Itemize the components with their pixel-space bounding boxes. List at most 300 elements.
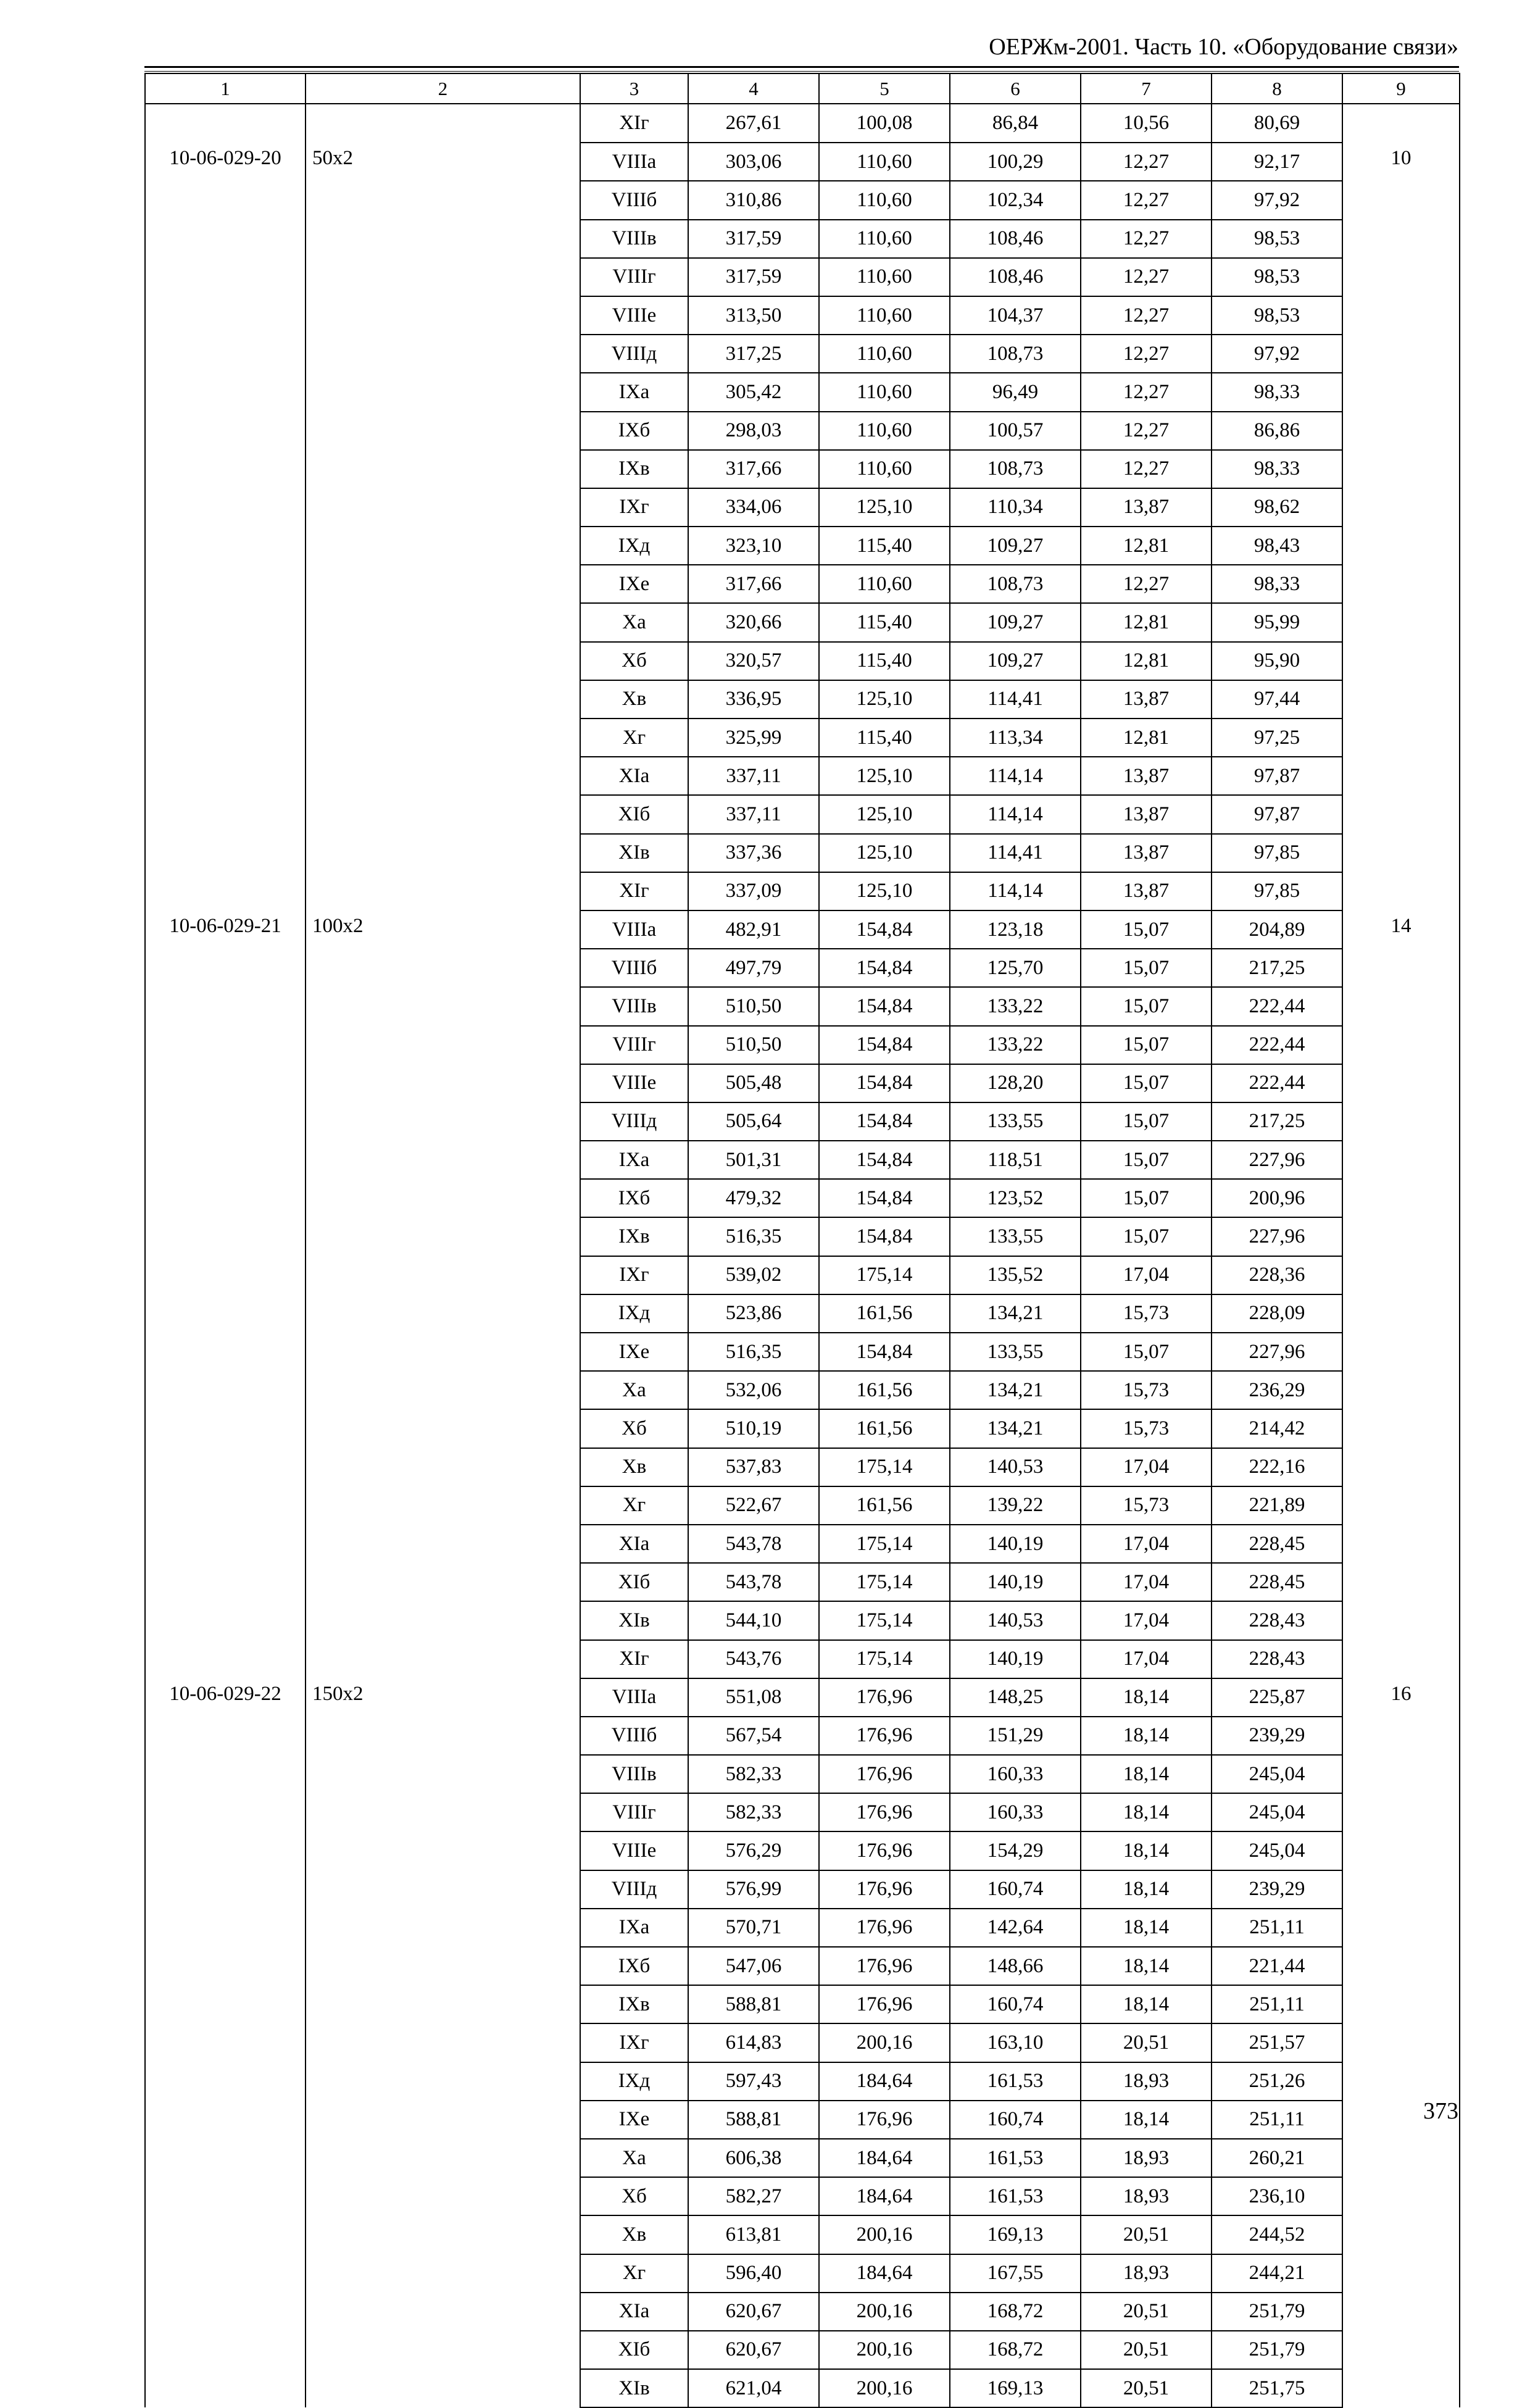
table-cell: Xг: [580, 2254, 688, 2293]
table-cell: IXг: [580, 2023, 688, 2062]
table-cell: Xв: [580, 680, 688, 719]
table-cell: 114,14: [950, 795, 1081, 833]
table-cell: VIIIд: [580, 1870, 688, 1909]
table-cell: 184,64: [819, 2139, 950, 2177]
table-cell: 140,19: [950, 1525, 1081, 1563]
rate-code: [145, 949, 306, 987]
cable-size: [306, 181, 580, 219]
table-cell: 168,72: [950, 2293, 1081, 2331]
table-cell: 18,14: [1081, 1678, 1212, 1717]
rate-code: [145, 2101, 306, 2139]
mass-value: [1342, 104, 1460, 143]
table-row: [145, 1217, 1460, 1256]
mass-value: [1342, 1985, 1460, 2023]
cable-size: [306, 104, 580, 143]
table-cell: 12,27: [1081, 450, 1212, 488]
mass-value: [1342, 1333, 1460, 1371]
table-row: [145, 680, 1460, 719]
table-row: [145, 872, 1460, 910]
table-cell: 18,93: [1081, 2177, 1212, 2215]
table-cell: 13,87: [1081, 872, 1212, 910]
cable-size: 50x2: [306, 143, 580, 181]
table-cell: 104,37: [950, 296, 1081, 335]
table-row: [145, 1333, 1460, 1371]
cable-size: [306, 1909, 580, 1947]
table-cell: 260,21: [1212, 2139, 1342, 2177]
column-number: 6: [950, 73, 1081, 104]
cable-size: [306, 450, 580, 488]
table-cell: 239,29: [1212, 1870, 1342, 1909]
header-rule-thin: [144, 71, 1459, 72]
table-cell: Xа: [580, 2139, 688, 2177]
table-cell: 317,66: [688, 450, 819, 488]
table-cell: 12,27: [1081, 258, 1212, 296]
table-cell: 228,45: [1212, 1563, 1342, 1601]
table-cell: 325,99: [688, 719, 819, 757]
table-cell: IXе: [580, 2101, 688, 2139]
rate-code: [145, 1333, 306, 1371]
rate-code: [145, 1755, 306, 1793]
cable-size: [306, 2023, 580, 2062]
table-cell: 125,10: [819, 680, 950, 719]
mass-value: [1342, 412, 1460, 450]
table-cell: 154,84: [819, 1026, 950, 1064]
table-cell: 576,29: [688, 1831, 819, 1870]
column-number: 8: [1212, 73, 1342, 104]
table-cell: 154,84: [819, 1141, 950, 1179]
table-cell: 15,07: [1081, 1179, 1212, 1217]
table-cell: 606,38: [688, 2139, 819, 2177]
mass-value: [1342, 1448, 1460, 1486]
table-cell: 17,04: [1081, 1563, 1212, 1601]
table-cell: 12,27: [1081, 373, 1212, 411]
table-cell: 12,27: [1081, 296, 1212, 335]
rate-code: [145, 1793, 306, 1831]
cable-size: [306, 1179, 580, 1217]
rate-code: [145, 1026, 306, 1064]
mass-value: [1342, 1256, 1460, 1294]
table-cell: 110,34: [950, 488, 1081, 527]
table-row: [145, 1601, 1460, 1639]
table-cell: 15,07: [1081, 1333, 1212, 1371]
table-cell: 96,49: [950, 373, 1081, 411]
table-cell: 567,54: [688, 1717, 819, 1755]
table-row: [145, 719, 1460, 757]
table-cell: 154,84: [819, 1102, 950, 1141]
mass-value: 14: [1342, 910, 1460, 949]
table-row: [145, 795, 1460, 833]
table-cell: 167,55: [950, 2254, 1081, 2293]
table-cell: IXб: [580, 412, 688, 450]
table-cell: 505,48: [688, 1064, 819, 1102]
table-row: [145, 2139, 1460, 2177]
rate-code: [145, 1486, 306, 1525]
table-cell: 15,73: [1081, 1294, 1212, 1333]
rate-code: [145, 1563, 306, 1601]
table-row: [145, 834, 1460, 872]
cable-size: [306, 2177, 580, 2215]
rate-code: [145, 1371, 306, 1409]
cable-size: [306, 1371, 580, 1409]
rate-code: [145, 181, 306, 219]
table-cell: 133,22: [950, 987, 1081, 1025]
rate-code: [145, 258, 306, 296]
table-cell: 18,14: [1081, 2101, 1212, 2139]
table-cell: 12,27: [1081, 181, 1212, 219]
rate-code: [145, 1409, 306, 1448]
table-cell: XIб: [580, 2331, 688, 2369]
table-cell: 154,84: [819, 1217, 950, 1256]
table-cell: 337,36: [688, 834, 819, 872]
table-cell: 576,99: [688, 1870, 819, 1909]
table-cell: VIIIд: [580, 1102, 688, 1141]
table-cell: 15,07: [1081, 949, 1212, 987]
mass-value: [1342, 1947, 1460, 1985]
table-cell: 251,79: [1212, 2293, 1342, 2331]
table-cell: 12,27: [1081, 565, 1212, 603]
cable-size: [306, 872, 580, 910]
rate-code: [145, 1064, 306, 1102]
header-rule: [144, 66, 1459, 68]
cable-size: [306, 1064, 580, 1102]
rate-code: 10-06-029-20: [145, 143, 306, 181]
table-cell: 154,84: [819, 910, 950, 949]
table-cell: 12,81: [1081, 719, 1212, 757]
mass-value: [1342, 719, 1460, 757]
table-cell: VIIIа: [580, 143, 688, 181]
table-cell: 18,14: [1081, 1909, 1212, 1947]
mass-value: [1342, 1909, 1460, 1947]
table-cell: 110,60: [819, 258, 950, 296]
table-cell: 18,14: [1081, 1831, 1212, 1870]
rate-code: [145, 2177, 306, 2215]
table-cell: 134,21: [950, 1371, 1081, 1409]
table-cell: 123,52: [950, 1179, 1081, 1217]
table-cell: 200,16: [819, 2293, 950, 2331]
table-cell: Xг: [580, 719, 688, 757]
page-number: 373: [1423, 2098, 1458, 2124]
table-cell: 134,21: [950, 1294, 1081, 1333]
table-cell: 100,08: [819, 104, 950, 143]
table-row: [145, 1448, 1460, 1486]
table-cell: 12,81: [1081, 603, 1212, 641]
table-cell: 110,60: [819, 143, 950, 181]
table-cell: 176,96: [819, 1870, 950, 1909]
cable-size: [306, 834, 580, 872]
table-cell: 175,14: [819, 1448, 950, 1486]
table-cell: 245,04: [1212, 1793, 1342, 1831]
table-cell: 505,64: [688, 1102, 819, 1141]
column-number: 1: [145, 73, 306, 104]
mass-value: [1342, 603, 1460, 641]
cable-size: [306, 1448, 580, 1486]
mass-value: [1342, 834, 1460, 872]
column-number: 4: [688, 73, 819, 104]
table-cell: 20,51: [1081, 2023, 1212, 2062]
table-cell: IXа: [580, 373, 688, 411]
table-cell: IXб: [580, 1179, 688, 1217]
table-cell: 133,55: [950, 1333, 1081, 1371]
table-cell: 125,10: [819, 488, 950, 527]
rate-code: [145, 1448, 306, 1486]
table-cell: 18,14: [1081, 1755, 1212, 1793]
cable-size: [306, 527, 580, 565]
rate-code: 10-06-029-21: [145, 910, 306, 949]
table-cell: 12,81: [1081, 527, 1212, 565]
table-cell: IXд: [580, 2062, 688, 2101]
table-cell: 175,14: [819, 1601, 950, 1639]
table-cell: 12,27: [1081, 412, 1212, 450]
table-cell: IXа: [580, 1141, 688, 1179]
table-cell: Xв: [580, 1448, 688, 1486]
rate-code: [145, 2369, 306, 2407]
table-cell: 228,45: [1212, 1525, 1342, 1563]
table-cell: 222,16: [1212, 1448, 1342, 1486]
table-cell: 169,13: [950, 2369, 1081, 2407]
table-cell: 184,64: [819, 2177, 950, 2215]
table-cell: 135,52: [950, 1256, 1081, 1294]
table-cell: 244,21: [1212, 2254, 1342, 2293]
table-cell: 154,84: [819, 1179, 950, 1217]
table-row: [145, 296, 1460, 335]
table-cell: 97,87: [1212, 757, 1342, 795]
table-row: [145, 2062, 1460, 2101]
table-cell: XIг: [580, 872, 688, 910]
table-row: [145, 143, 1460, 181]
table-row: [145, 2215, 1460, 2254]
cable-size: [306, 795, 580, 833]
mass-value: [1342, 949, 1460, 987]
rate-code: [145, 1179, 306, 1217]
table-cell: 20,51: [1081, 2215, 1212, 2254]
rate-code: [145, 450, 306, 488]
table-cell: 20,51: [1081, 2369, 1212, 2407]
mass-value: [1342, 1409, 1460, 1448]
rate-code: [145, 1256, 306, 1294]
table-cell: 110,60: [819, 565, 950, 603]
page-header: ОЕРЖм-2001. Часть 10. «Оборудование связи»: [989, 34, 1458, 60]
table-cell: 204,89: [1212, 910, 1342, 949]
table-cell: 228,43: [1212, 1601, 1342, 1639]
table-row: [145, 1294, 1460, 1333]
table-cell: 251,11: [1212, 1985, 1342, 2023]
table-cell: 140,19: [950, 1563, 1081, 1601]
table-row: [145, 1102, 1460, 1141]
table-cell: 109,27: [950, 527, 1081, 565]
cable-size: [306, 1102, 580, 1141]
table-cell: 108,73: [950, 335, 1081, 373]
table-cell: 532,06: [688, 1371, 819, 1409]
table-cell: XIа: [580, 2293, 688, 2331]
table-cell: 221,89: [1212, 1486, 1342, 1525]
table-cell: VIIIе: [580, 1831, 688, 1870]
table-cell: 537,83: [688, 1448, 819, 1486]
mass-value: [1342, 642, 1460, 680]
table-cell: XIг: [580, 1640, 688, 1678]
table-cell: 228,36: [1212, 1256, 1342, 1294]
table-cell: VIIIд: [580, 335, 688, 373]
cable-size: [306, 1486, 580, 1525]
table-cell: 497,79: [688, 949, 819, 987]
table-cell: 97,87: [1212, 795, 1342, 833]
cable-size: [306, 949, 580, 987]
rate-code: [145, 296, 306, 335]
table-cell: VIIIб: [580, 1717, 688, 1755]
table-cell: 479,32: [688, 1179, 819, 1217]
cable-size: [306, 1026, 580, 1064]
table-cell: 227,96: [1212, 1217, 1342, 1256]
column-number-row: [145, 73, 1460, 104]
table-cell: 176,96: [819, 1947, 950, 1985]
mass-value: 10: [1342, 143, 1460, 181]
cable-size: [306, 412, 580, 450]
table-cell: IXд: [580, 1294, 688, 1333]
table-row: [145, 642, 1460, 680]
table-cell: 161,56: [819, 1294, 950, 1333]
table-cell: VIIIб: [580, 181, 688, 219]
table-cell: 543,78: [688, 1563, 819, 1601]
rate-code: [145, 2215, 306, 2254]
table-cell: 18,93: [1081, 2254, 1212, 2293]
table-cell: 239,29: [1212, 1717, 1342, 1755]
table-cell: 523,86: [688, 1294, 819, 1333]
cable-size: [306, 488, 580, 527]
table-cell: 15,07: [1081, 1064, 1212, 1102]
table-row: [145, 1525, 1460, 1563]
table-row: [145, 1409, 1460, 1448]
table-row: [145, 1064, 1460, 1102]
table-cell: 337,11: [688, 757, 819, 795]
table-cell: 176,96: [819, 1717, 950, 1755]
table-cell: 161,53: [950, 2139, 1081, 2177]
table-cell: 160,33: [950, 1755, 1081, 1793]
mass-value: [1342, 373, 1460, 411]
mass-value: [1342, 1601, 1460, 1639]
table-cell: 175,14: [819, 1256, 950, 1294]
table-cell: 140,53: [950, 1448, 1081, 1486]
table-cell: 113,34: [950, 719, 1081, 757]
table-cell: IXе: [580, 1333, 688, 1371]
mass-value: [1342, 1640, 1460, 1678]
mass-value: [1342, 2254, 1460, 2293]
table-cell: 20,51: [1081, 2293, 1212, 2331]
table-cell: 13,87: [1081, 795, 1212, 833]
cable-size: [306, 1793, 580, 1831]
table-row: [145, 1831, 1460, 1870]
table-cell: 97,25: [1212, 719, 1342, 757]
table-cell: VIIIе: [580, 296, 688, 335]
table-cell: 184,64: [819, 2062, 950, 2101]
table-cell: 244,52: [1212, 2215, 1342, 2254]
table-cell: 12,27: [1081, 335, 1212, 373]
table-row: [145, 1371, 1460, 1409]
mass-value: [1342, 1793, 1460, 1831]
table-cell: 160,74: [950, 1870, 1081, 1909]
table-row: [145, 1870, 1460, 1909]
table-cell: 516,35: [688, 1217, 819, 1256]
mass-value: [1342, 680, 1460, 719]
table-cell: 323,10: [688, 527, 819, 565]
table-row: [145, 1563, 1460, 1601]
rate-code: [145, 834, 306, 872]
table-cell: XIб: [580, 1563, 688, 1601]
mass-value: [1342, 1371, 1460, 1409]
cable-size: [306, 1755, 580, 1793]
table-cell: 161,56: [819, 1486, 950, 1525]
table-cell: 169,13: [950, 2215, 1081, 2254]
mass-value: [1342, 1026, 1460, 1064]
mass-value: [1342, 1563, 1460, 1601]
table-cell: 15,07: [1081, 1102, 1212, 1141]
cable-size: [306, 1947, 580, 1985]
table-row: [145, 1026, 1460, 1064]
cable-size: [306, 1870, 580, 1909]
cable-size: [306, 1563, 580, 1601]
table-cell: 236,29: [1212, 1371, 1342, 1409]
column-number: 9: [1342, 73, 1460, 104]
table-cell: VIIIг: [580, 258, 688, 296]
cable-size: [306, 1409, 580, 1448]
table-cell: XIв: [580, 1601, 688, 1639]
table-cell: 303,06: [688, 143, 819, 181]
table-cell: IXг: [580, 1256, 688, 1294]
table-cell: 98,43: [1212, 527, 1342, 565]
mass-value: [1342, 1486, 1460, 1525]
rate-code: [145, 872, 306, 910]
table-cell: 86,84: [950, 104, 1081, 143]
table-cell: 597,43: [688, 2062, 819, 2101]
table-cell: 221,44: [1212, 1947, 1342, 1985]
table-cell: 570,71: [688, 1909, 819, 1947]
table-row: [145, 1141, 1460, 1179]
table-cell: XIв: [580, 834, 688, 872]
table-cell: 98,53: [1212, 296, 1342, 335]
column-number: 7: [1081, 73, 1212, 104]
cable-size: [306, 1333, 580, 1371]
rate-code: [145, 1102, 306, 1141]
table-cell: 176,96: [819, 1909, 950, 1947]
table-cell: 222,44: [1212, 1064, 1342, 1102]
mass-value: [1342, 488, 1460, 527]
table-cell: 139,22: [950, 1486, 1081, 1525]
table-row: [145, 2331, 1460, 2369]
table-cell: 86,86: [1212, 412, 1342, 450]
cable-size: [306, 1141, 580, 1179]
table-cell: 148,25: [950, 1678, 1081, 1717]
table-cell: 133,22: [950, 1026, 1081, 1064]
cable-size: [306, 2331, 580, 2369]
table-cell: 161,56: [819, 1409, 950, 1448]
rate-code: [145, 1640, 306, 1678]
table-cell: 95,90: [1212, 642, 1342, 680]
rate-code: [145, 1217, 306, 1256]
table-body: [145, 73, 1460, 2407]
table-cell: VIIIг: [580, 1793, 688, 1831]
table-cell: 92,17: [1212, 143, 1342, 181]
rate-code: [145, 1717, 306, 1755]
table-row: [145, 949, 1460, 987]
rate-code: [145, 220, 306, 258]
table-row: [145, 104, 1460, 143]
table-cell: 200,16: [819, 2023, 950, 2062]
table-cell: 140,19: [950, 1640, 1081, 1678]
mass-value: [1342, 2139, 1460, 2177]
table-cell: 176,96: [819, 1985, 950, 2023]
table-row: [145, 2177, 1460, 2215]
table-row: [145, 488, 1460, 527]
table-cell: 98,33: [1212, 450, 1342, 488]
table-cell: 18,14: [1081, 1717, 1212, 1755]
